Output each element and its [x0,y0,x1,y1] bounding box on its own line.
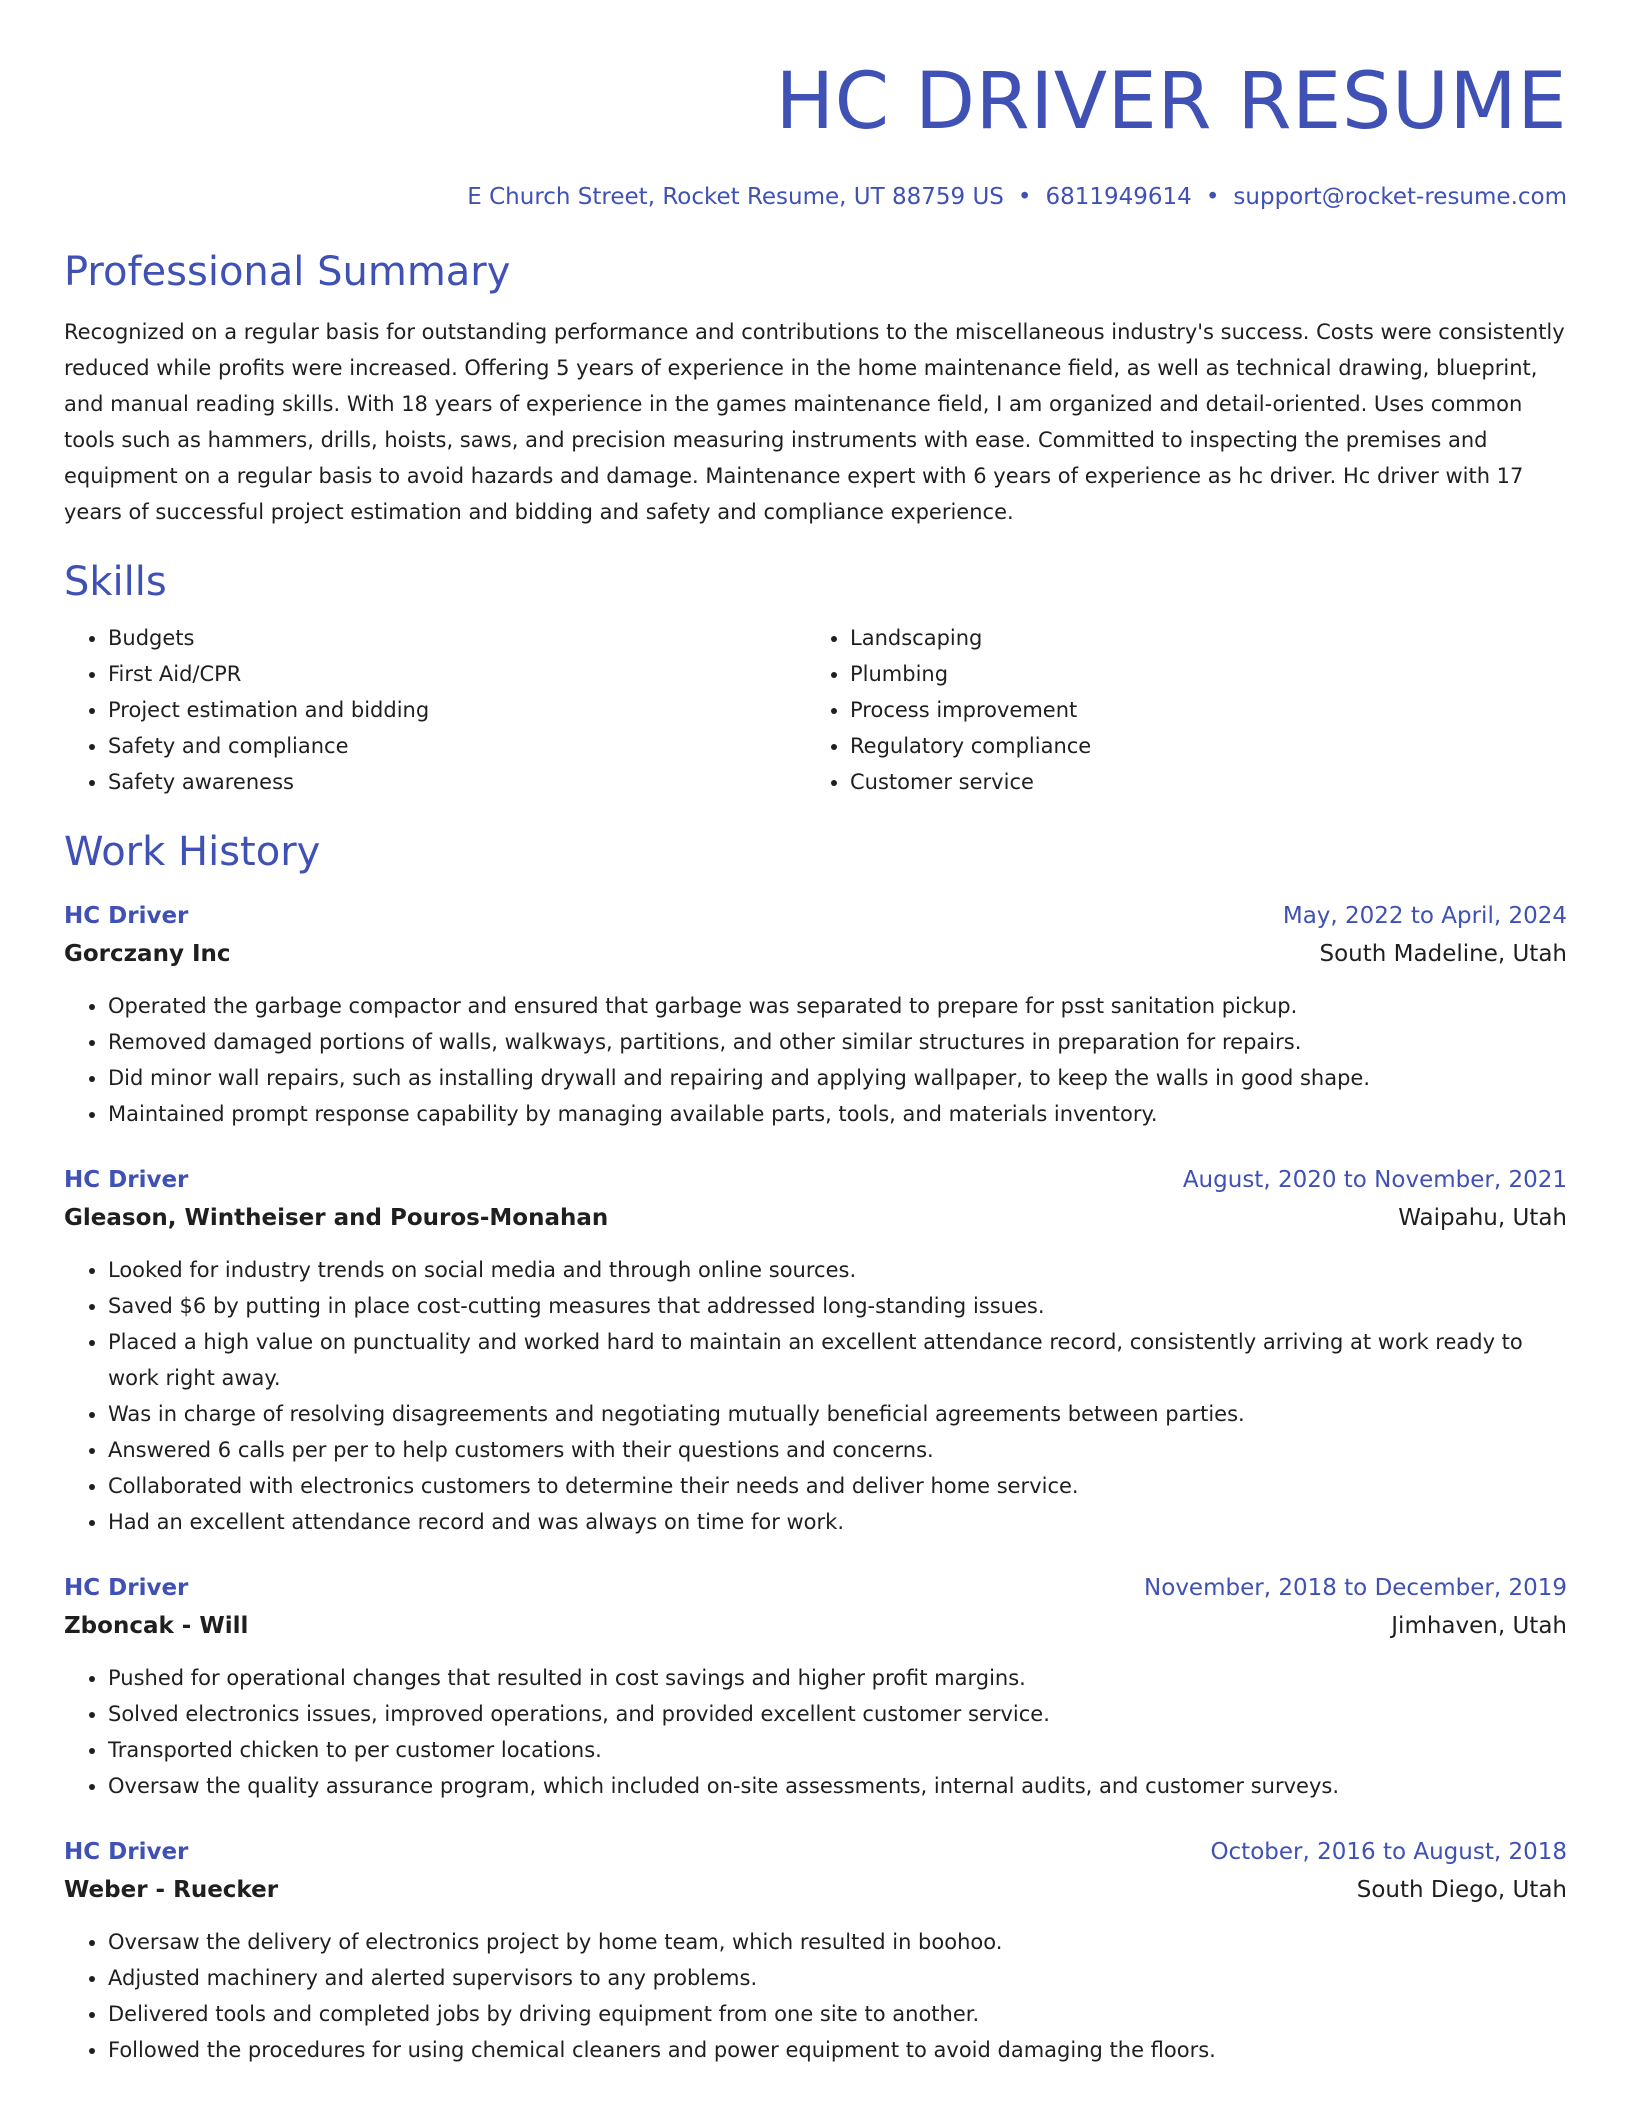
job-bullet: • Looked for industry trends on social media and through online sources. [108,1252,1567,1288]
skills-list-left [64,620,806,800]
job-company: Zboncak - Will [64,1613,249,1639]
job-title-row [64,1162,1567,1198]
job-entry [64,1834,1567,2068]
contact-address: E Church Street, Rocket Resume, UT 88759 US [467,184,1004,210]
job-bullets [64,1660,1567,1804]
job-bullets [64,988,1567,1132]
job-title-row [64,1570,1567,1606]
job-bullet: • Operated the garbage compactor and ensured that garbage was separated to prepare for psst sanitation pickup. [108,988,1567,1024]
job-bullet: • Oversaw the delivery of electronics project by home team, which resulted in boohoo. [108,1924,1567,1960]
skill-item: • Budgets [108,620,806,656]
job-company-row [64,1870,1567,1910]
job-bullet: • Placed a high value on punctuality and worked hard to maintain an excellent attendance record, consistently arriving at work ready to work right away. [108,1324,1567,1396]
job-location: South Diego, Utah [1356,1877,1567,1903]
job-location: Jimhaven, Utah [1391,1613,1567,1639]
skills-column-right [806,620,1548,800]
job-bullets [64,1252,1567,1540]
contact-email: support@rocket-resume.com [1233,184,1567,210]
resume-page [64,0,1567,2068]
job-bullet: • Answered 6 calls per per to help customers with their questions and concerns. [108,1432,1567,1468]
resume-title: HC DRIVER RESUME [775,57,1567,147]
skill-item: • Landscaping [850,620,1548,656]
job-title: HC Driver [64,903,189,929]
job-location: South Madeline, Utah [1319,941,1567,967]
job-location: Waipahu, Utah [1398,1205,1567,1231]
job-bullets [64,1924,1567,2068]
skills-column-left [64,620,806,800]
job-dates: May, 2022 to April, 2024 [1282,903,1567,929]
summary-section [64,244,1567,530]
contact-separator: • [1017,184,1032,210]
job-title: HC Driver [64,1575,189,1601]
skills-grid [64,620,1567,800]
job-bullet: • Was in charge of resolving disagreements and negotiating mutually beneficial agreements between parties. [108,1396,1567,1432]
skill-item: • Process improvement [850,692,1548,728]
job-title: HC Driver [64,1839,189,1865]
skill-item: • Project estimation and bidding [108,692,806,728]
work-history-section [64,824,1567,2068]
job-bullet: • Followed the procedures for using chemical cleaners and power equipment to avoid damaging the floors. [108,2032,1567,2068]
skill-item: • Safety awareness [108,764,806,800]
skill-item: • First Aid/CPR [108,656,806,692]
job-bullet: • Removed damaged portions of walls, walkways, partitions, and other similar structures in preparation for repairs. [108,1024,1567,1060]
summary-heading: Professional Summary [64,249,511,295]
job-bullet: • Oversaw the quality assurance program, which included on-site assessments, internal audits, and customer surveys. [108,1768,1567,1804]
job-company-row [64,934,1567,974]
job-dates: November, 2018 to December, 2019 [1144,1575,1567,1601]
job-entry [64,1570,1567,1804]
job-bullet: • Maintained prompt response capability by managing available parts, tools, and materials inventory. [108,1096,1567,1132]
job-bullet: • Pushed for operational changes that resulted in cost savings and higher profit margins. [108,1660,1567,1696]
skills-section [64,554,1567,800]
job-bullet: • Saved $6 by putting in place cost-cutting measures that addressed long-standing issues. [108,1288,1567,1324]
job-dates: August, 2020 to November, 2021 [1182,1167,1567,1193]
job-title-row [64,898,1567,934]
job-bullet: • Solved electronics issues, improved operations, and provided excellent customer service. [108,1696,1567,1732]
job-title-row [64,1834,1567,1870]
job-company: Gorczany Inc [64,941,231,967]
skills-list-right [806,620,1548,800]
contact-line [64,180,1567,214]
contact-separator: • [1205,184,1220,210]
job-title: HC Driver [64,1167,189,1193]
contact-phone: 6811949614 [1045,184,1192,210]
job-company: Weber - Ruecker [64,1877,279,1903]
skills-heading: Skills [64,559,167,605]
skill-item: • Customer service [850,764,1548,800]
skill-item: • Regulatory compliance [850,728,1548,764]
job-company: Gleason, Wintheiser and Pouros-Monahan [64,1205,609,1231]
job-bullet: • Did minor wall repairs, such as installing drywall and repairing and applying wallpaper, to keep the walls in good shape. [108,1060,1567,1096]
job-company-row [64,1606,1567,1646]
job-bullet: • Collaborated with electronics customers to determine their needs and deliver home service. [108,1468,1567,1504]
job-bullet: • Delivered tools and completed jobs by driving equipment from one site to another. [108,1996,1567,2032]
job-entry [64,1162,1567,1540]
skill-item: • Safety and compliance [108,728,806,764]
job-bullet: • Adjusted machinery and alerted supervisors to any problems. [108,1960,1567,1996]
job-bullet: • Transported chicken to per customer locations. [108,1732,1567,1768]
job-dates: October, 2016 to August, 2018 [1210,1839,1567,1865]
work-history-heading: Work History [64,829,321,875]
skill-item: • Plumbing [850,656,1548,692]
job-entry [64,898,1567,1132]
job-company-row [64,1198,1567,1238]
job-bullet: • Had an excellent attendance record and was always on time for work. [108,1504,1567,1540]
summary-text: Recognized on a regular basis for outstanding performance and contributions to the miscellaneous industry's success. Costs were consistently reduced while profits were increased. Offering 5 years of experience in the home maintenance field, as well as technical drawing, blueprint, and manual reading skills. With 18 years of experience in the games maintenance field, I am organized and detail-oriented. Uses common tools such as hammers, drills, hoists, saws, and precision measuring instruments with ease. Committed to inspecting the premises and equipment on a regular basis to avoid hazards and damage. Maintenance expert with 6 years of experience as hc driver. Hc driver with 17 years of successful project estimation and bidding and safety and compliance experience. [64,320,1565,524]
